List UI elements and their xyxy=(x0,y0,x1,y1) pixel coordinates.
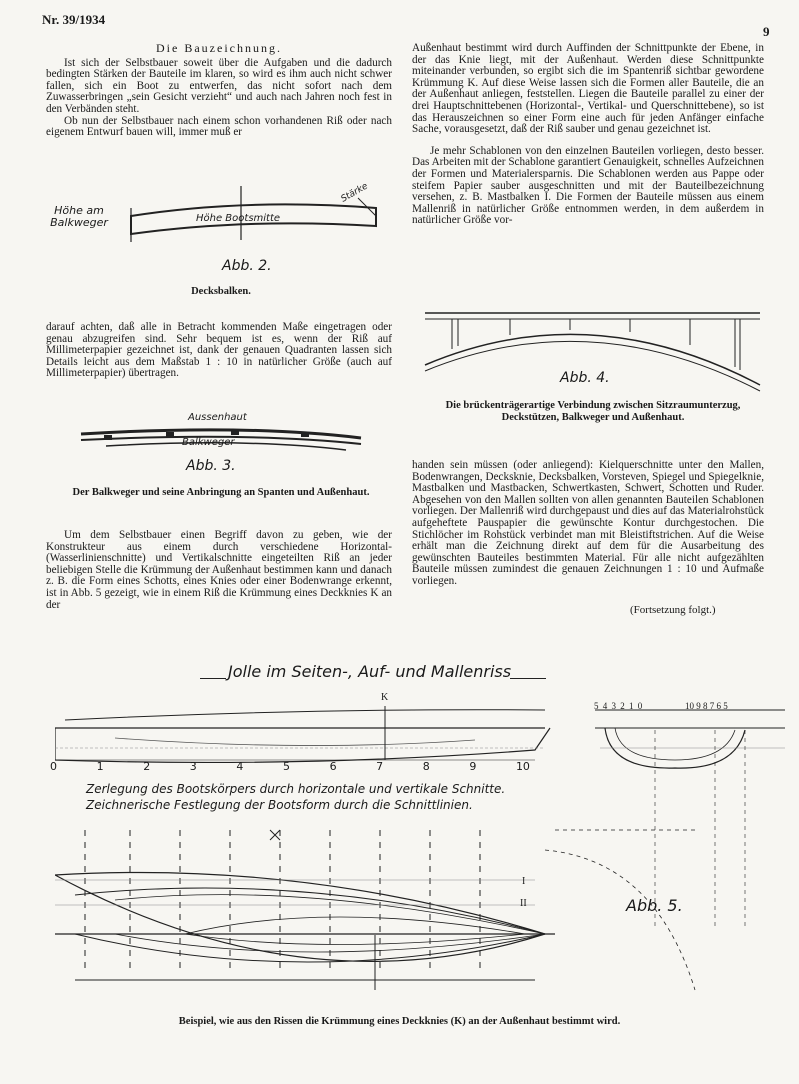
continuation-note: (Fortsetzung folgt.) xyxy=(630,604,716,616)
left-column-top xyxy=(46,43,392,139)
station-number: 2 xyxy=(143,760,151,773)
paragraph: Je mehr Schablonen von den einzelnen Bauteilen vorliegen, desto besser. Das Arbeiten mit der Schablone garantiert Genauigkeit, schnelles Aufzeichnen der Formen und Materialersparnis. Die Schablonen werden aus Pappe oder steifem Papier sauber ausgeschnitten und mit der Bauteilbezeichnung versehen, z. B. Mastbalken I. Die Formen der Bauteile müssen aus einem Mallenriß in natürlicher Größe entnommen werden, in dem außerdem in natürlicher Größe vor- xyxy=(412,144,764,227)
station-number: 8 xyxy=(422,760,430,773)
station-number: 10 xyxy=(515,760,530,773)
caption-fig2: Decksbalken. xyxy=(191,286,251,297)
figure5-lines-plan xyxy=(55,690,785,995)
label-hoehe-balkweger: Höhe am Balkweger xyxy=(50,204,108,229)
caption-fig5: Beispiel, wie aus den Rissen die Krümmung eines Deckknies (K) an der Außenhaut bestimmt wird. xyxy=(178,1016,621,1027)
label-hoehe-bootsmitte: Höhe Bootsmitte xyxy=(196,213,281,224)
paragraph: darauf achten, daß alle in Betracht kommenden Maße eingetragen oder genau abzugreifen sind. Sehr bequem ist es, wenn der Riß auf Millimeterpapier gezeichnet ist, dank der genauen Quadranten lassen sich Details leicht aus dem Maßstab 1 : 10 in natürlicher Größe (auch auf Millimeterpapier) übertragen. xyxy=(46,321,392,380)
station-numbers xyxy=(50,760,530,773)
title-rule-right xyxy=(510,678,546,679)
figure5-text-2: Zeichnerische Festlegung der Bootsform durch die Schnittlinien. xyxy=(86,798,473,812)
station-number: 5 xyxy=(282,760,290,773)
page-number: 9 xyxy=(763,24,770,39)
right-column-top xyxy=(412,43,764,227)
label-balkweger: Balkweger xyxy=(182,437,235,448)
issue-number: Nr. 39/1934 xyxy=(42,12,106,27)
body-plan-labels-right: 10 9 8 7 6 5 xyxy=(685,701,728,711)
figure5-text-1: Zerlegung des Bootskörpers durch horizontale und vertikale Schnitte. xyxy=(86,782,506,796)
paragraph: handen sein müssen (oder anliegend): Kielquerschnitte unter den Mallen, Bodenwrangen, Decksknie, Decksbalken, Vorsteven, Spiegel und Spiegelknie, Mastbalken und Mastbacken, Schwertkasten, Schwert, Schotten und Ruder. Abgesehen von den Mallen sollten von allen genannten Bauteilen Schablonen vorliegen. Der Mallenriß wird durchgepaust und dies auf das Materialrohstück aufgeheftete Pauspapier die gewünschte Kontur durchgestochen. Die Stichlöcher im Rohstück verbindet man mit Bleistiftstrichen. Auf die Weise erhält man die Zeichnung direkt auf dem für die Ausarbeitung des gewünschten Bauteiles bestimmten Material. Für alle nicht aufgezählten Bauteile müssen zumindest die genauen Zeichnungen 1 : 10 und Aufmaße vorliegen. xyxy=(412,459,764,587)
station-number: 7 xyxy=(376,760,384,773)
station-number: 4 xyxy=(236,760,244,773)
figure-label-abb5: Abb. 5. xyxy=(626,896,683,915)
waterline-label-1: I xyxy=(522,876,526,887)
station-number: 1 xyxy=(96,760,104,773)
body-plan-labels-left: 5 4 3 2 1 0 xyxy=(594,701,644,711)
paragraph: Um dem Selbstbauer einen Begriff davon zu geben, wie der Konstrukteur aus einem durch verschiedene Horizontal- (Wasserlinienschnitte) und Vertikalschnitte eingeteilten Riß an jeder beliebigen Stelle die Krümmung der Außenhaut bestimmen kann und danach z. B. die Form eines Schotts, eines Knies oder einer Bodenwrange erkennt, ist in Abb. 5 gezeigt, wie in einem Riß die Krümmung eines Deckknies K an der xyxy=(46,529,392,611)
left-column-bottom xyxy=(46,530,392,611)
label-staerke: Stärke xyxy=(339,181,370,205)
caption-fig4: Die brückenträgerartige Verbindung zwischen Sitzraumunterzug, Deckstützen, Balkweger und Außenhaut. xyxy=(445,400,741,423)
section-heading: Die Bauzeichnung. xyxy=(156,41,282,55)
figure-label-abb4: Abb. 4. xyxy=(560,370,610,386)
station-number: 0 xyxy=(50,760,57,773)
caption-fig3: Der Balkweger und seine Anbringung an Spanten und Außenhaut. xyxy=(72,487,370,498)
station-number: 9 xyxy=(469,760,477,773)
paragraph: Ob nun der Selbstbauer nach einem schon vorhandenen Riß oder nach eigenem Entwurf bauen will, immer muß er xyxy=(46,114,392,139)
figure-label-abb2: Abb. 2. xyxy=(222,258,272,274)
station-number: 6 xyxy=(329,760,337,773)
figure5-title: Jolle im Seiten-, Auf- und Mallenriss xyxy=(228,662,512,681)
figure-label-abb3: Abb. 3. xyxy=(186,458,236,474)
title-rule-left xyxy=(200,678,226,679)
left-column-mid xyxy=(46,322,392,380)
waterline-label-2: II xyxy=(520,898,527,909)
paragraph: Ist sich der Selbstbauer soweit über die Aufgaben und die dadurch bedingten Stärken der Bauteile im klaren, so wird es ihm auch nicht schwer fallen, sich ein Boot zu entwerfen, das nicht sofort nach dem Zuwasserbringen „sein Gesicht verzieht“ und auch nach Jahren noch fest in den Verbänden steht. xyxy=(46,56,392,115)
k-marker: K xyxy=(381,692,389,703)
label-aussenhaut: Aussenhaut xyxy=(188,412,247,423)
paragraph: Außenhaut bestimmt wird durch Auffinden der Schnittpunkte der Ebene, in der das Knie liegt, mit der Außenhaut. Werden diese Schnittpunkte miteinander verbunden, so ergibt sich die im Spantenriß sichtbar gewordene Krümmung K. Auf diese Weise lassen sich die Formen aller Bauteile, die an der Außenhaut anliegen, feststellen. Liegen die Bauteile parallel zu einer der drei Hauptschnittebenen (Horizontal-, Vertikal- und Querschnittebene), so ist das Herauszeichnen so einer Form eine auch für jeden Anfänger einfache Sache, vorausgesetzt, daß der Riß sauber und genau gezeichnet ist. xyxy=(412,42,764,136)
station-number: 3 xyxy=(189,760,197,773)
right-column-bottom xyxy=(412,460,764,588)
